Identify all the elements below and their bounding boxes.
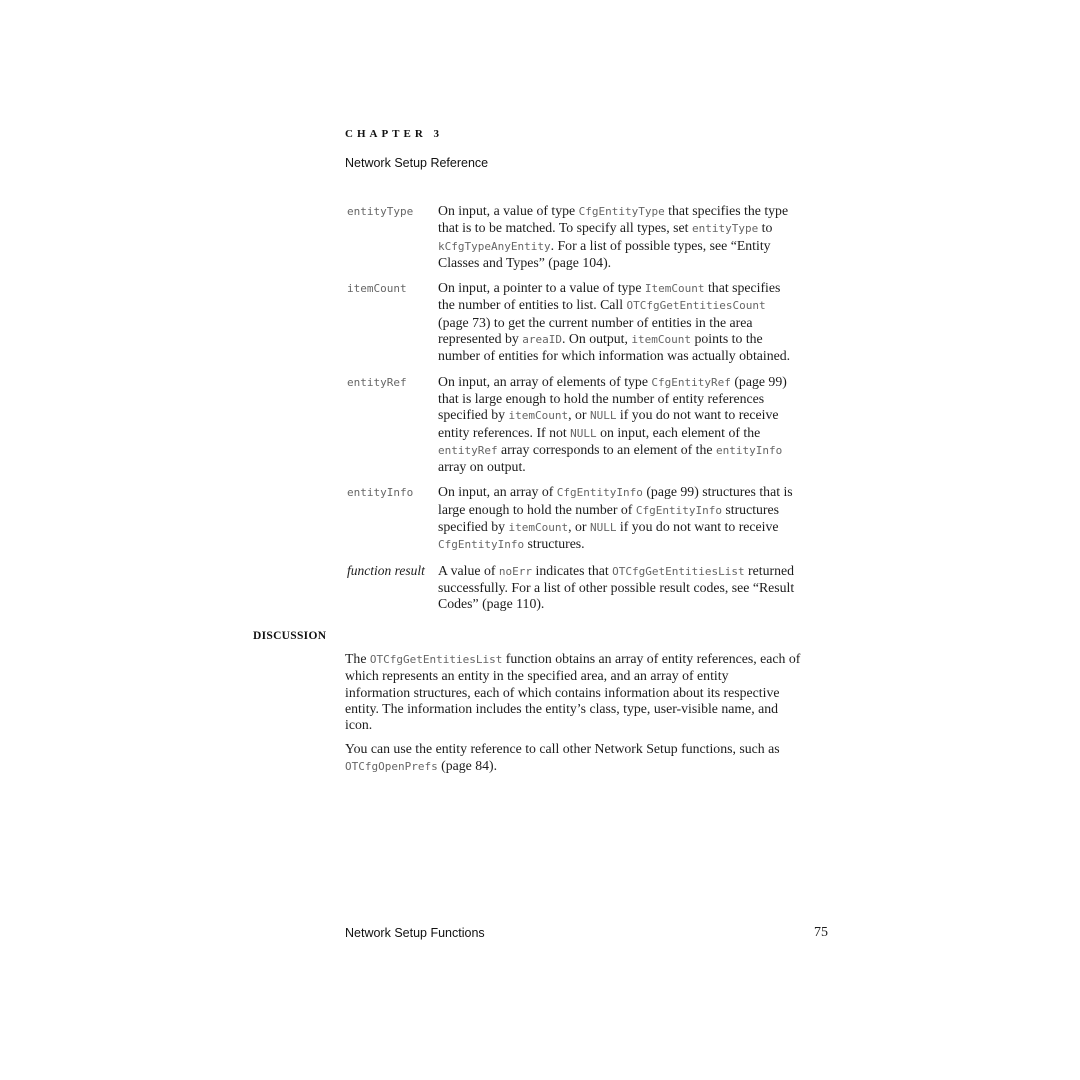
footer-page-number: 75: [814, 925, 828, 940]
parameter-description: On input, an array of CfgEntityInfo (page 99) structures that is large enough to hold the number of CfgEntityInfo structures specified by itemCount, or NULL if you do not want to receive CfgEntityInfo structures.: [438, 484, 793, 552]
parameter-description: A value of noErr indicates that OTCfgGetEntitiesList returned successfully. For a list of other possible result codes, see “Result Codes” (page 110).: [438, 562, 795, 612]
parameter-row-entityref: [347, 374, 862, 476]
discussion-paragraph: You can use the entity reference to call other Network Setup functions, such as OTCfgOpenPrefs (page 84).: [345, 741, 780, 773]
parameter-name: entityRef: [347, 375, 407, 389]
parameter-description: On input, an array of elements of type CfgEntityRef (page 99) that is large enough to hold the number of entity references specified by itemCount, or NULL if you do not want to receive entity references. If not NULL on input, each element of the entityRef array corresponds to an element of the entityInfo array on output.: [438, 373, 787, 475]
parameter-row-itemcount: [347, 280, 862, 364]
chapter-label: CHAPTER 3: [345, 128, 444, 140]
parameter-name: entityInfo: [347, 486, 414, 500]
parameter-name: function result: [347, 562, 425, 578]
discussion-heading: DISCUSSION: [253, 630, 327, 642]
parameter-description: On input, a pointer to a value of type ItemCount that specifies the number of entities to list. Call OTCfgGetEntitiesCount (page 73) to get the current number of entities in the area represented by areaID. On output, itemCount points to the number of entities for which information was actually obtained.: [438, 280, 791, 364]
parameter-row-entitytype: [347, 203, 862, 271]
parameter-description: On input, a value of type CfgEntityType that specifies the type that is to be matched. To specify all types, set entityType to kCfgTypeAnyEntity. For a list of possible types, see “Entity Classes and Types” (page 104).: [438, 203, 789, 270]
parameter-name: entityType: [347, 205, 414, 218]
discussion-body: [345, 651, 870, 783]
parameter-list: [347, 203, 862, 622]
parameter-row-function-result: [347, 563, 862, 613]
parameter-name: itemCount: [347, 282, 407, 296]
parameter-row-entityinfo: [347, 484, 862, 553]
discussion-paragraph: The OTCfgGetEntitiesList function obtains an array of entity references, each of which represents an entity in the specified area, and an array of entity information structures, each of which contains information about its respective entity. The information includes the entity’s class, type, user-visible name, and icon.: [345, 651, 801, 733]
footer-section-title: Network Setup Functions: [345, 926, 485, 940]
chapter-title: Network Setup Reference: [345, 156, 489, 170]
